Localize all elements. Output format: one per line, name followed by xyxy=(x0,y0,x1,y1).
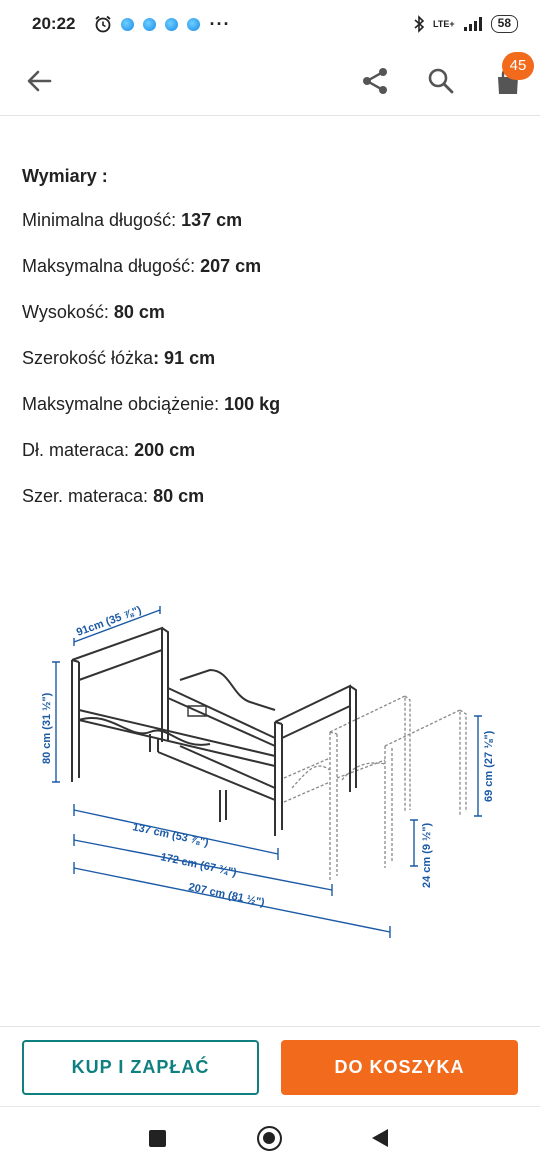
spec-row-height xyxy=(22,302,165,323)
recent-apps-icon[interactable] xyxy=(149,1130,166,1147)
add-to-cart-button[interactable]: DO KOSZYKA xyxy=(281,1040,518,1095)
spec-value: : 91 cm xyxy=(153,348,216,368)
spec-label: Szer. materaca: xyxy=(22,486,149,506)
spec-row-bed-width xyxy=(22,348,215,369)
share-icon xyxy=(360,66,390,96)
notification-app-icon xyxy=(121,18,134,31)
status-time: 20:22 xyxy=(32,14,76,33)
spec-row-max-length xyxy=(22,256,261,277)
system-navigation-bar xyxy=(0,1106,540,1170)
signal-icon xyxy=(463,16,483,32)
status-left xyxy=(32,14,230,35)
spec-label: Maksymalna długość: xyxy=(22,256,196,276)
network-type: LTE+ xyxy=(433,18,455,29)
min-length-dimension-label: 137 cm (53 ⅞") xyxy=(131,821,210,850)
home-icon[interactable] xyxy=(257,1126,282,1151)
spec-row-mattress-length xyxy=(22,440,195,461)
spec-label: Szerokość łóżka xyxy=(22,348,154,368)
spec-label: Wysokość: xyxy=(22,302,109,322)
bed-frame xyxy=(72,628,356,836)
spec-value: 207 cm xyxy=(200,256,262,276)
spec-row-min-length xyxy=(22,210,242,231)
width-dimension-label: 91cm (35 ⅞") xyxy=(74,604,144,639)
search-icon xyxy=(427,67,455,95)
bed-drawing xyxy=(20,520,520,1010)
spec-label: Dł. materaca: xyxy=(22,440,130,460)
notification-app-icon xyxy=(143,18,156,31)
spec-value: 100 kg xyxy=(224,394,281,414)
spec-value: 80 cm xyxy=(113,302,165,322)
notification-app-icon xyxy=(165,18,178,31)
share-button[interactable] xyxy=(356,62,394,100)
max-length-dimension-label: 207 cm (81 ½") xyxy=(187,881,266,910)
bed-dimension-diagram xyxy=(20,520,520,1010)
bottom-action-bar xyxy=(0,1026,540,1106)
spec-row-mattress-width xyxy=(22,486,204,507)
spec-label: Minimalna długość: xyxy=(22,210,177,230)
height-dimension-label: 80 cm (31 ½") xyxy=(41,692,53,764)
spec-value: 137 cm xyxy=(181,210,243,230)
spec-value: 80 cm xyxy=(153,486,205,506)
notification-app-icon xyxy=(187,18,200,31)
dimension-lines xyxy=(52,606,482,938)
spec-value: 200 cm xyxy=(134,440,196,460)
dimensions-heading: Wymiary : xyxy=(22,166,108,186)
battery-indicator: 58 xyxy=(491,15,518,33)
nav-back-icon[interactable] xyxy=(372,1129,388,1147)
buy-now-button[interactable]: KUP I ZAPŁAĆ xyxy=(22,1040,259,1095)
status-right xyxy=(413,15,518,33)
alarm-icon xyxy=(94,15,112,33)
mid-length-dimension-label: 172 cm (67 ¾") xyxy=(159,851,238,880)
headboard-height-dimension-label: 69 cm (27 ⅛") xyxy=(483,730,495,802)
clearance-dimension-label: 24 cm (9 ½") xyxy=(421,822,433,888)
cart-count-badge: 45 xyxy=(502,52,534,80)
status-bar xyxy=(0,0,540,48)
spec-row-max-load xyxy=(22,394,280,415)
bluetooth-icon xyxy=(413,15,425,33)
search-button[interactable] xyxy=(422,62,460,100)
more-notifications-icon: ··· xyxy=(209,13,231,34)
spec-label: Maksymalne obciążenie: xyxy=(22,394,220,414)
app-bar xyxy=(0,48,540,116)
arrow-back-icon xyxy=(26,68,52,94)
back-button[interactable] xyxy=(22,64,56,98)
